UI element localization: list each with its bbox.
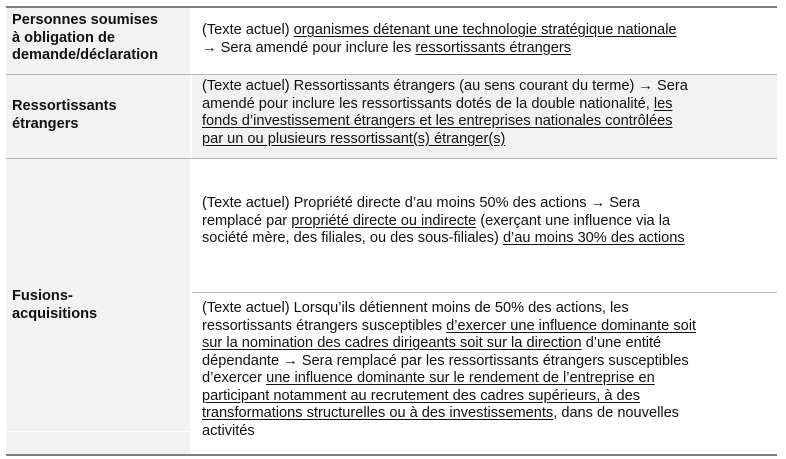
text-run: , dans de nouvelles (553, 405, 679, 421)
text-line (202, 230, 777, 248)
text-run: d’exercer (202, 370, 267, 386)
label-line: Personnes soumises (12, 12, 159, 28)
underlined-run: organismes détenant une technologie stratégique nationale (293, 22, 677, 38)
underlined-run: propriété directe ou indirecte (291, 212, 477, 229)
underlined-run: transformations structurelles ou à des investissements (202, 405, 554, 421)
text-run: remplacé par (202, 212, 292, 229)
underlined-run: les (653, 95, 673, 112)
label-line: Fusions- (12, 288, 73, 304)
label-column-bg (6, 8, 190, 431)
underlined-run: ressortissants étrangers (415, 39, 572, 56)
text-run: (exerçant une influence via la (476, 212, 671, 229)
text-line (202, 388, 777, 406)
text-line (202, 22, 777, 40)
label-line: à obligation de (12, 29, 115, 46)
underlined-run: une influence dominante sur le rendement de l’entreprise en (266, 370, 655, 386)
regulation-table (6, 6, 777, 456)
text-run: amendé pour inclure les ressortissants dotés de la double nationalité, (202, 95, 654, 112)
text-run: dépendante → Sera remplacé par les ressortissants étrangers susceptibles (202, 352, 689, 369)
label-line: acquisitions (12, 305, 98, 322)
row-label-mergers (12, 288, 97, 323)
row-text-mergers-influence (202, 300, 777, 440)
sub-row-divider (192, 292, 777, 293)
row-divider-1 (6, 74, 777, 75)
text-line (202, 405, 777, 423)
row-text-mergers-ownership (202, 195, 777, 248)
row-text-persons (202, 22, 777, 57)
text-run: (Texte actuel) Propriété directe d’au moins 50% des actions → Sera (202, 195, 641, 211)
text-run: (Texte actuel) Lorsqu’ils détiennent moins de 50% des actions, les (202, 300, 629, 316)
text-line (202, 370, 777, 388)
text-line (202, 213, 777, 231)
text-line (202, 113, 777, 131)
underlined-run: par un ou plusieurs ressortissant(s) étranger(s) (202, 130, 506, 147)
text-line (202, 40, 777, 58)
underlined-run: participant notamment au recrutement des cadres supérieurs, à des (202, 387, 641, 404)
text-run: d’une entité (581, 335, 662, 351)
text-run: société mère, des filiales, ou des sous-filiales) (202, 230, 503, 246)
row-text-foreign-nationals (202, 78, 777, 148)
underlined-run: fonds d’investissement étrangers et les entreprises nationales contrôlées (202, 113, 673, 129)
text-line (202, 318, 777, 336)
text-line (202, 131, 777, 149)
text-line (202, 300, 777, 318)
text-line (202, 96, 777, 114)
table-top-rule (6, 6, 777, 8)
label-column-bg-bottom (6, 432, 190, 454)
text-line (202, 423, 777, 441)
underlined-run: sur la nomination des cadres dirigeants soit sur la direction (202, 335, 582, 351)
underlined-run: d’exercer une influence dominante soit (446, 317, 697, 334)
text-line (202, 195, 777, 213)
row-divider-2 (6, 158, 777, 159)
text-run: (Texte actuel) Ressortissants étrangers (au sens courant du terme) → Sera (202, 78, 688, 94)
text-line (202, 353, 777, 371)
text-run: → Sera amendé pour inclure les (202, 39, 416, 56)
label-line: étrangers (12, 115, 79, 132)
table-bottom-rule (6, 454, 777, 456)
text-run: (Texte actuel) (202, 22, 294, 38)
row-label-foreign-nationals (12, 98, 117, 133)
underlined-run: d’au moins 30% des actions (502, 230, 685, 246)
label-line: Ressortissants (12, 98, 117, 114)
text-line (202, 335, 777, 353)
text-line (202, 78, 777, 96)
text-run: ressortissants étrangers susceptibles (202, 317, 447, 334)
label-line: demande/déclaration (12, 47, 158, 63)
row-label-persons (12, 12, 158, 65)
text-run: activités (202, 422, 255, 439)
